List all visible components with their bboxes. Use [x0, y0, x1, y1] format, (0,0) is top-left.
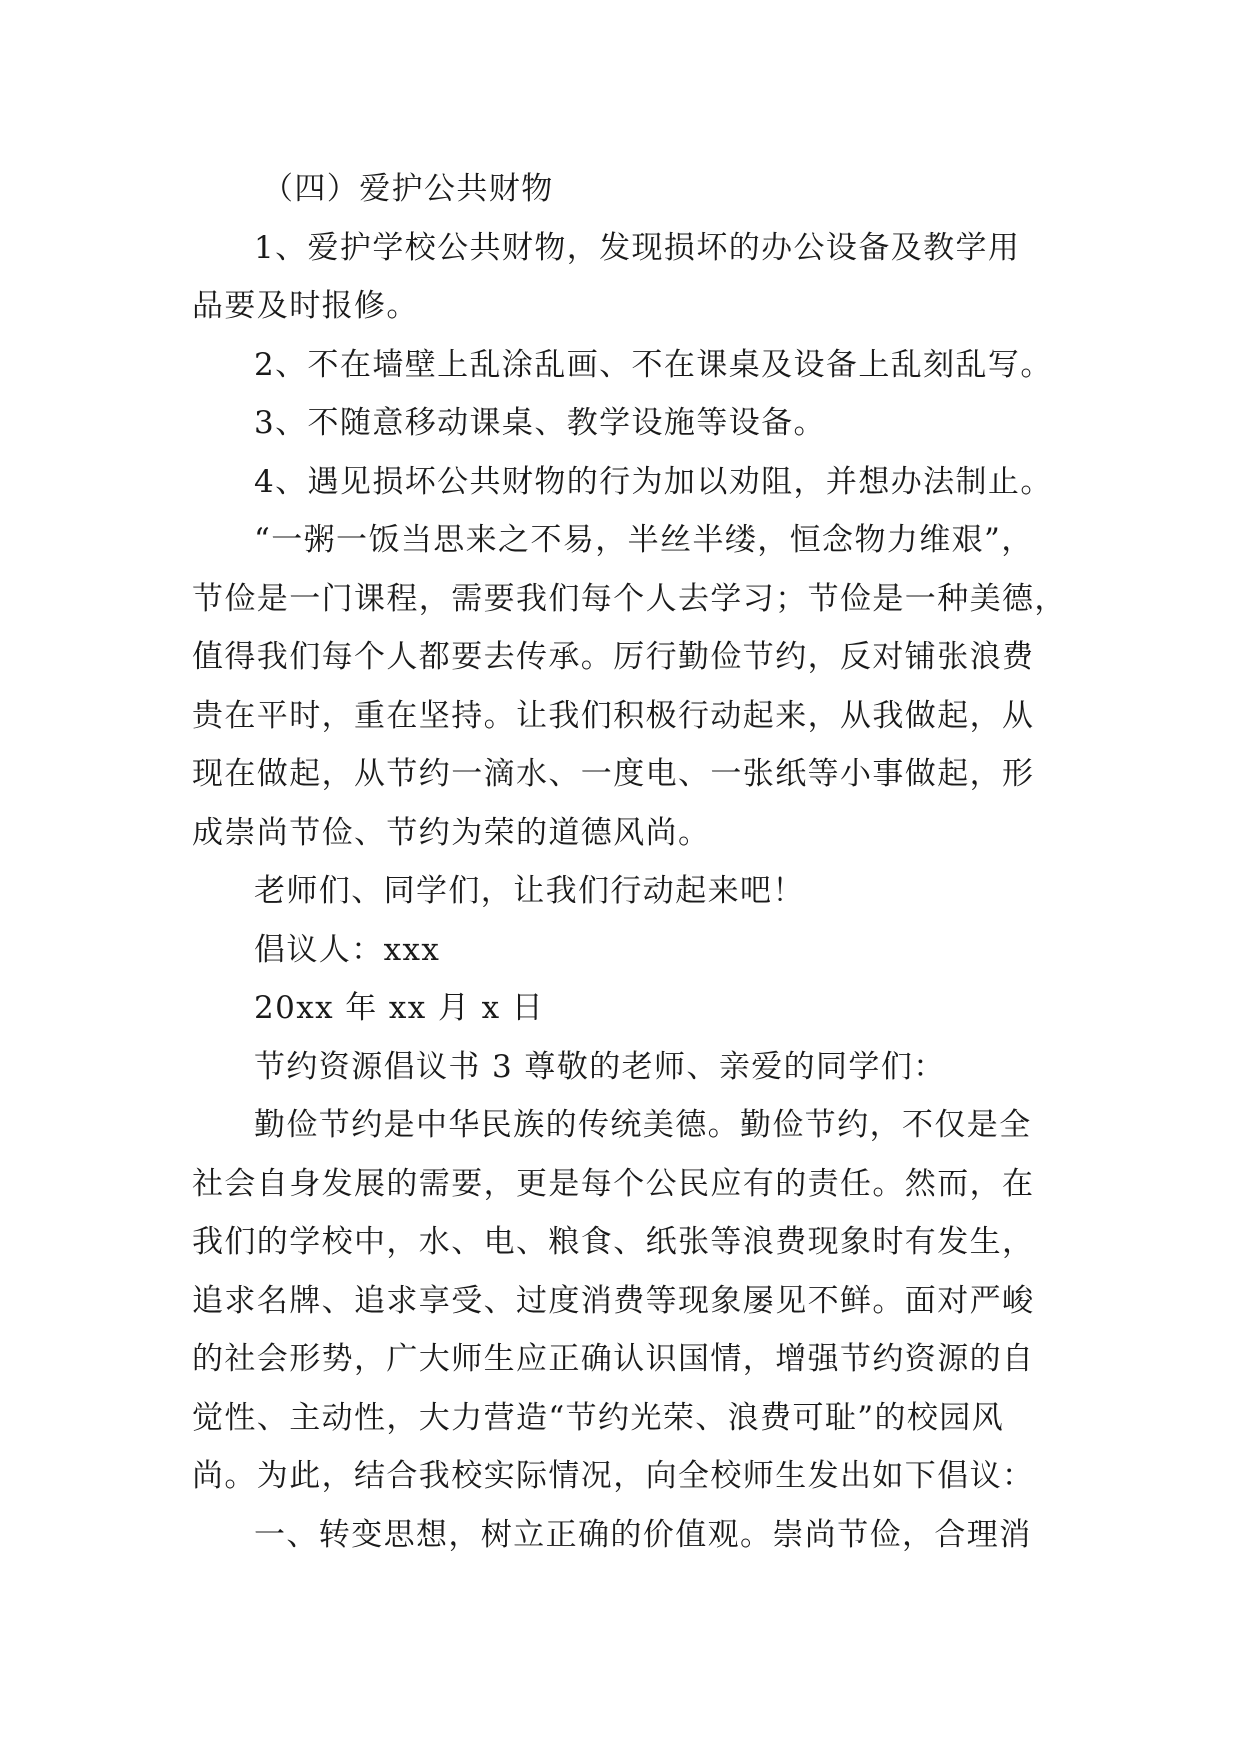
paragraph-line: 值得我们每个人都要去传承。厉行勤俭节约，反对铺张浪费: [192, 639, 1035, 675]
paragraph-line: 3、不随意移动课桌、教学设施等设备。: [254, 405, 826, 441]
signature-line: 倡议人：xxx: [254, 931, 441, 968]
paragraph-line: 1、爱护学校公共财物，发现损坏的办公设备及教学用: [254, 229, 1021, 266]
date-line: 20xx 年 xx 月 x 日: [254, 990, 545, 1026]
paragraph-line: 觉性、主动性，大力营造“节约光荣、浪费可耻”的校园风: [192, 1399, 1005, 1436]
paragraph-line: 贵在平时，重在坚持。让我们积极行动起来，从我做起，从: [192, 697, 1035, 734]
paragraph-line: 一、转变思想，树立正确的价值观。崇尚节俭，合理消: [254, 1516, 1032, 1553]
paragraph-line: 2、不在墙壁上乱涂乱画、不在课桌及设备上乱刻乱写。: [254, 346, 1053, 383]
section-title: 节约资源倡议书 3 尊敬的老师、亲爱的同学们：: [254, 1048, 946, 1085]
paragraph-line: 追求名牌、追求享受、过度消费等现象屡见不鲜。面对严峻: [192, 1282, 1035, 1319]
paragraph-line: 节俭是一门课程，需要我们每个人去学习；节俭是一种美德，: [192, 580, 1067, 617]
paragraph-line: “一粥一饭当思来之不易，半丝半缕，恒念物力维艰”，: [254, 522, 1034, 558]
paragraph-line: 社会自身发展的需要，更是每个公民应有的责任。然而，在: [192, 1165, 1035, 1202]
paragraph-line: 老师们、同学们，让我们行动起来吧！: [254, 873, 805, 909]
paragraph-line: 勤俭节约是中华民族的传统美德。勤俭节约，不仅是全: [254, 1107, 1032, 1143]
paragraph-line: 现在做起，从节约一滴水、一度电、一张纸等小事做起，形: [192, 756, 1035, 792]
paragraph-line: 品要及时报修。: [192, 288, 419, 324]
document-body: [192, 160, 1072, 1564]
paragraph-line: 尚。为此，结合我校实际情况，向全校师生发出如下倡议：: [192, 1458, 1035, 1494]
section-heading: （四）爱护公共财物: [262, 171, 554, 207]
paragraph-line: 成崇尚节俭、节约为荣的道德风尚。: [192, 814, 711, 851]
paragraph-line: 4、遇见损坏公共财物的行为加以劝阻，并想办法制止。: [254, 463, 1053, 500]
paragraph-line: 的社会形势，广大师生应正确认识国情，增强节约资源的自: [192, 1341, 1035, 1377]
paragraph-line: 我们的学校中，水、电、粮食、纸张等浪费现象时有发生，: [192, 1224, 1035, 1260]
